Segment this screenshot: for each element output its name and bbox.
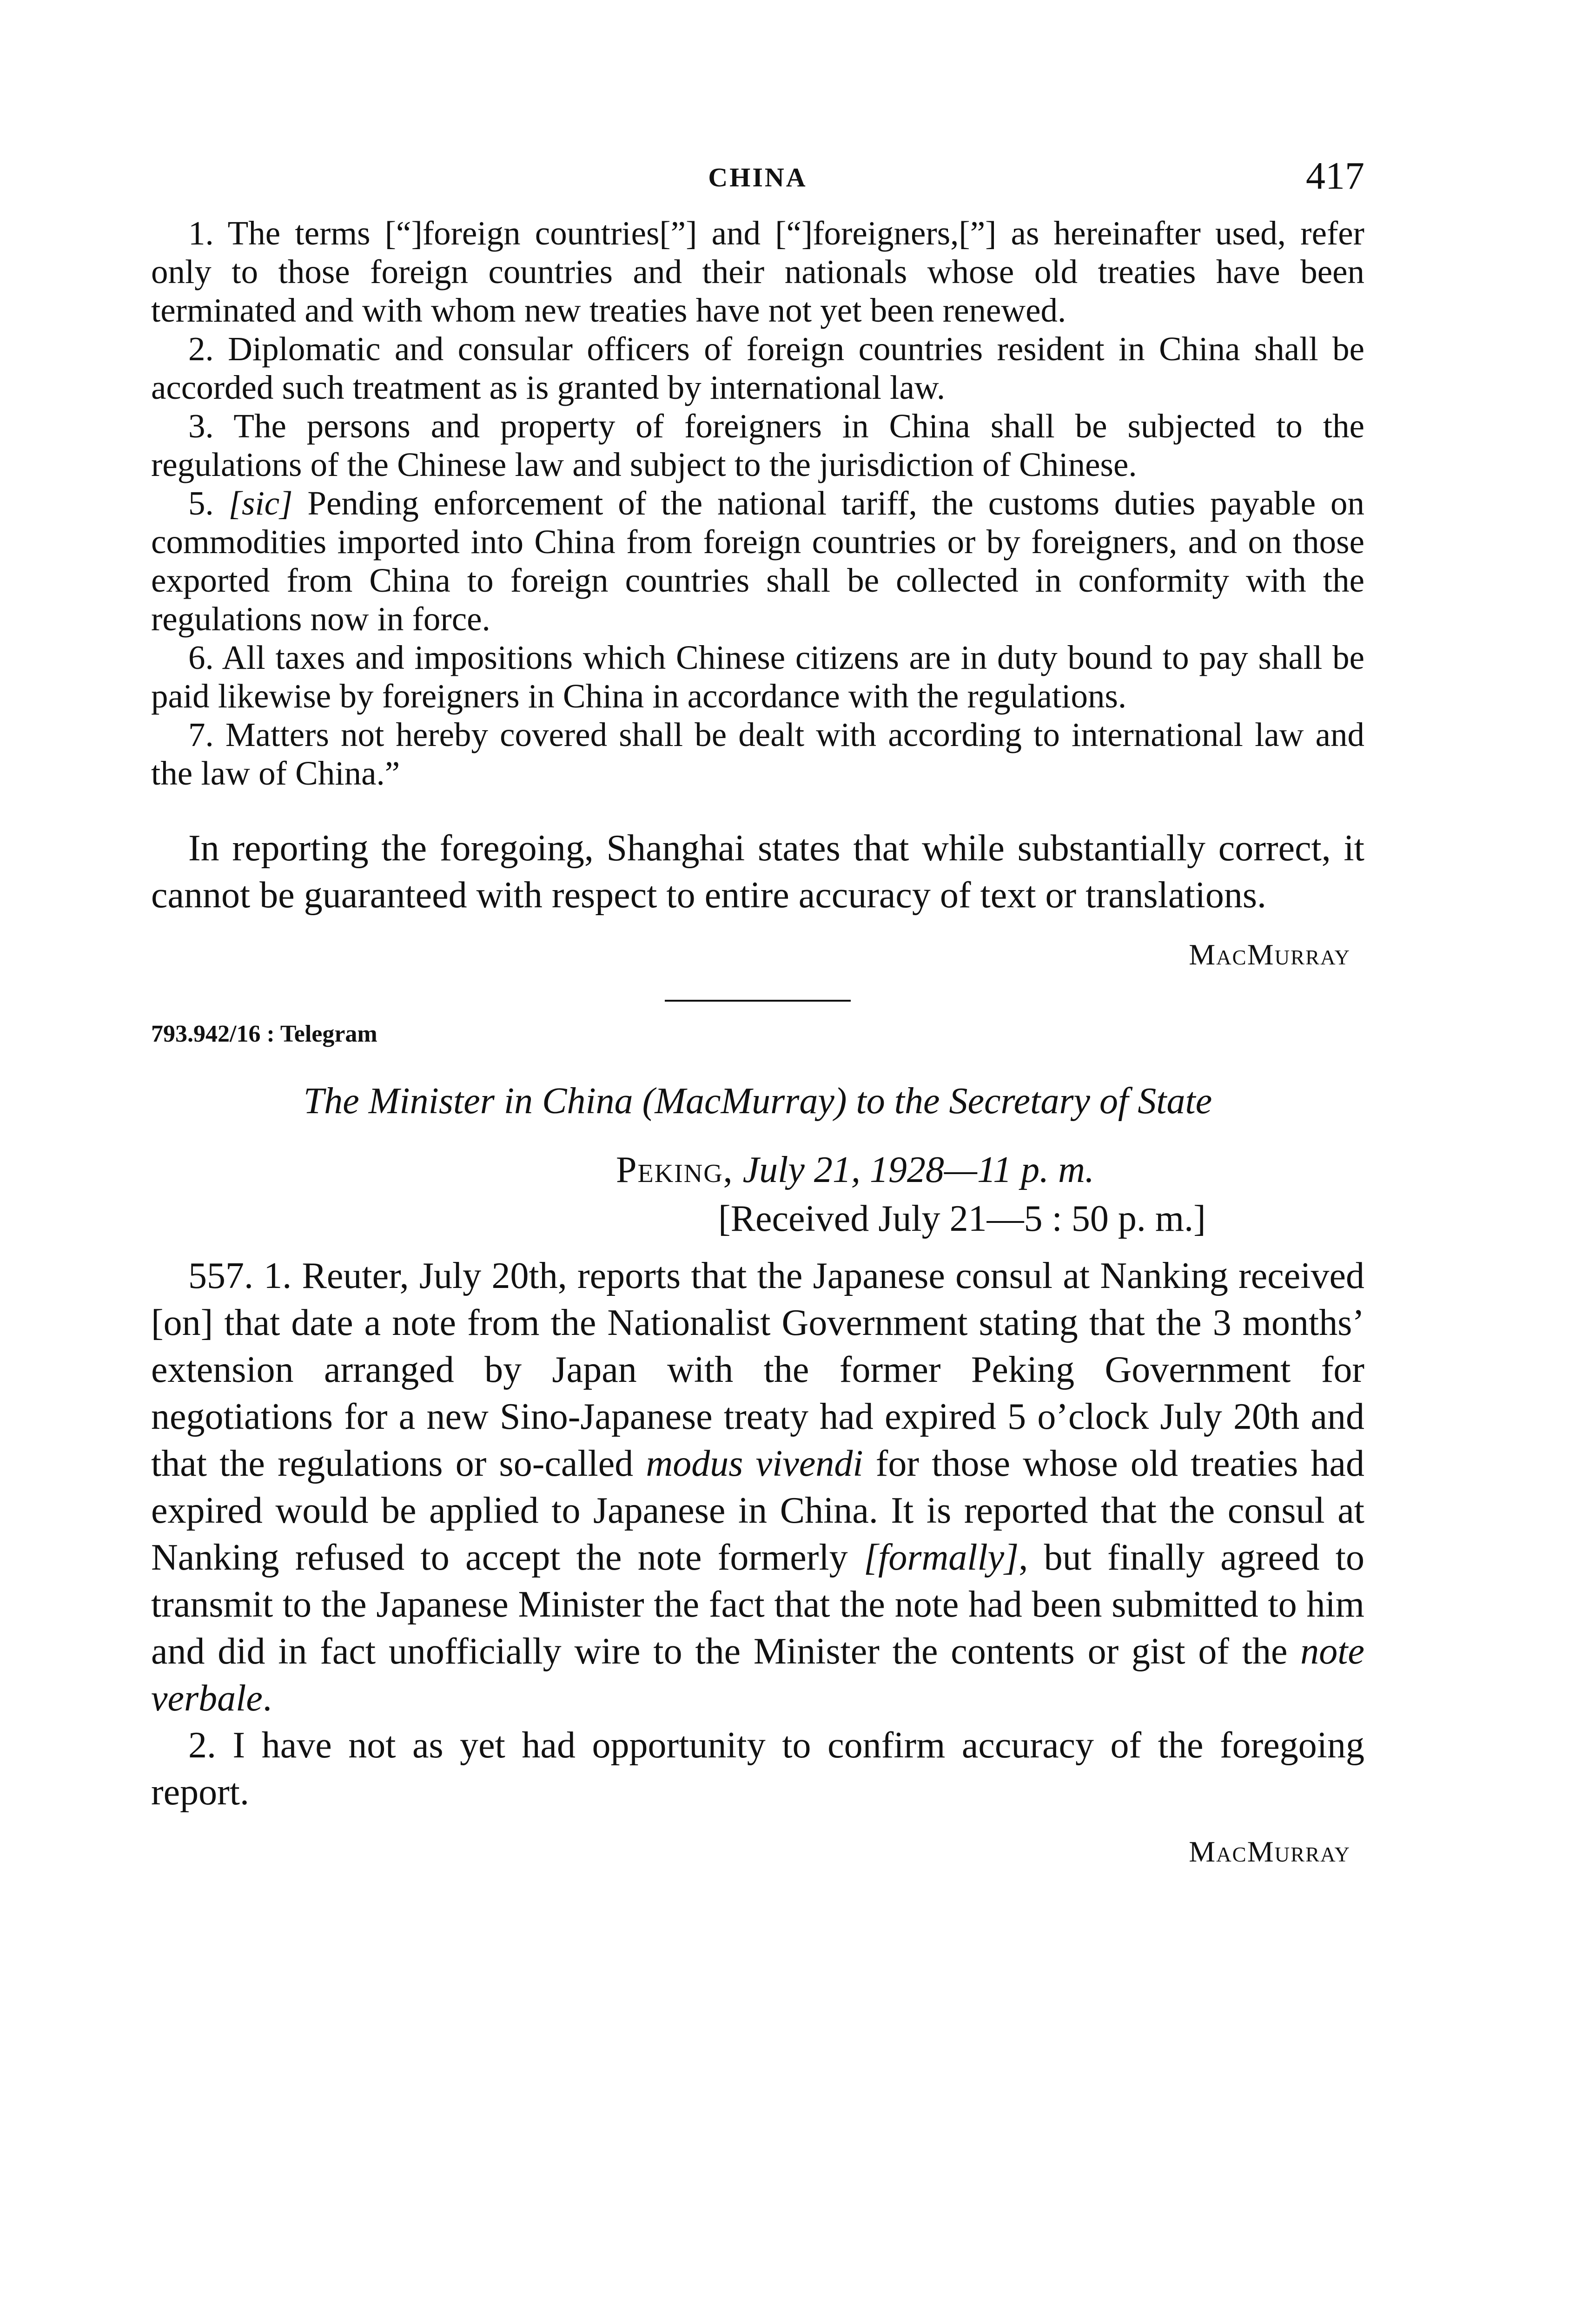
document-page — [151, 153, 1364, 1869]
article-5-number: 5. — [188, 484, 229, 522]
note-verbale: note verbale — [151, 1631, 1364, 1719]
document-title: The Minister in China (MacMurray) to the Secretary of State — [303, 1081, 1212, 1122]
telegram-text-a: 557. 1. Reuter, July 20th, reports that the Japanese consul at Nanking received [on] that date a note from the Nationalist Government stating that the 3 months’ extension arranged by Japan with the former Peking Government for negotiations for a new Sino-Japanese treaty had expired 5 o’clock July 20th and that the regulations or so-called — [151, 1255, 1364, 1484]
closing-note: In reporting the foregoing, Shanghai states that while substantially correct, it cannot be guaranteed with respect to entire accuracy of text or translations. — [151, 828, 1364, 916]
section-divider — [665, 1000, 851, 1002]
telegram-text-d: . — [262, 1678, 272, 1719]
modus-vivendi: modus vivendi — [646, 1443, 863, 1484]
article-3: 3. The persons and property of foreigners in China shall be subjected to the regulations of the Chinese law and subject to the jurisdiction of Chinese. — [151, 407, 1364, 483]
article-2: 2. Diplomatic and consular officers of foreign countries resident in China shall be accorded such treatment as is granted by international law. — [151, 330, 1364, 406]
article-5 — [151, 484, 1364, 638]
dateline-place-date — [616, 1146, 1364, 1195]
dateline-date: July 21, 1928—11 p. m. — [733, 1149, 1094, 1190]
telegram-paragraph-2: 2. I have not as yet had opportunity to confirm accuracy of the foregoing report. — [151, 1725, 1364, 1813]
running-head: CHINA — [708, 162, 807, 192]
article-5-text: Pending enforcement of the national tariff, the customs duties payable on commodities imported into China from foreign countries or by foreigners, and on those exported from China to foreign countries shall be collected in conformity with the regulations now in force. — [151, 484, 1364, 638]
file-reference: 793.942/16 : Telegram — [151, 1021, 377, 1047]
telegram-paragraph-1 — [151, 1253, 1364, 1722]
page-number: 417 — [1306, 154, 1364, 198]
page-header — [151, 153, 1364, 214]
formally-note: [formally] — [863, 1537, 1019, 1578]
article-1: 1. The terms [“]foreign countries[”] and [“]foreigners,[”] as hereinafter used, refer only to those foreign countries and their nationals whose old treaties have been terminated and with whom new treaties have not yet been renewed. — [151, 214, 1364, 329]
dateline — [616, 1146, 1364, 1243]
telegram-text-b: for those whose old treaties had expired would be applied to Japanese in China. It is reported that the consul at Nanking refused to accept the note formerly — [151, 1443, 1364, 1578]
telegram-text-c: , but finally agreed to transmit to the Japanese Minister the fact that the note had been submitted to him and did in fact unofficially wire to the Minister the contents or gist of the — [151, 1537, 1364, 1672]
signature-macmurray: MacMurray — [1189, 938, 1350, 971]
article-6: 6. All taxes and impositions which Chinese citizens are in duty bound to pay shall be paid likewise by foreigners in China in accordance with the regulations. — [151, 639, 1364, 715]
article-7: 7. Matters not hereby covered shall be dealt with according to international law and the law of China.” — [151, 716, 1364, 792]
sic-note: [sic] — [228, 484, 293, 522]
signature-macmurray-2: MacMurray — [1189, 1835, 1350, 1868]
dateline-place: Peking, — [616, 1149, 734, 1190]
received-note: [Received July 21—5 : 50 p. m.] — [718, 1198, 1206, 1239]
